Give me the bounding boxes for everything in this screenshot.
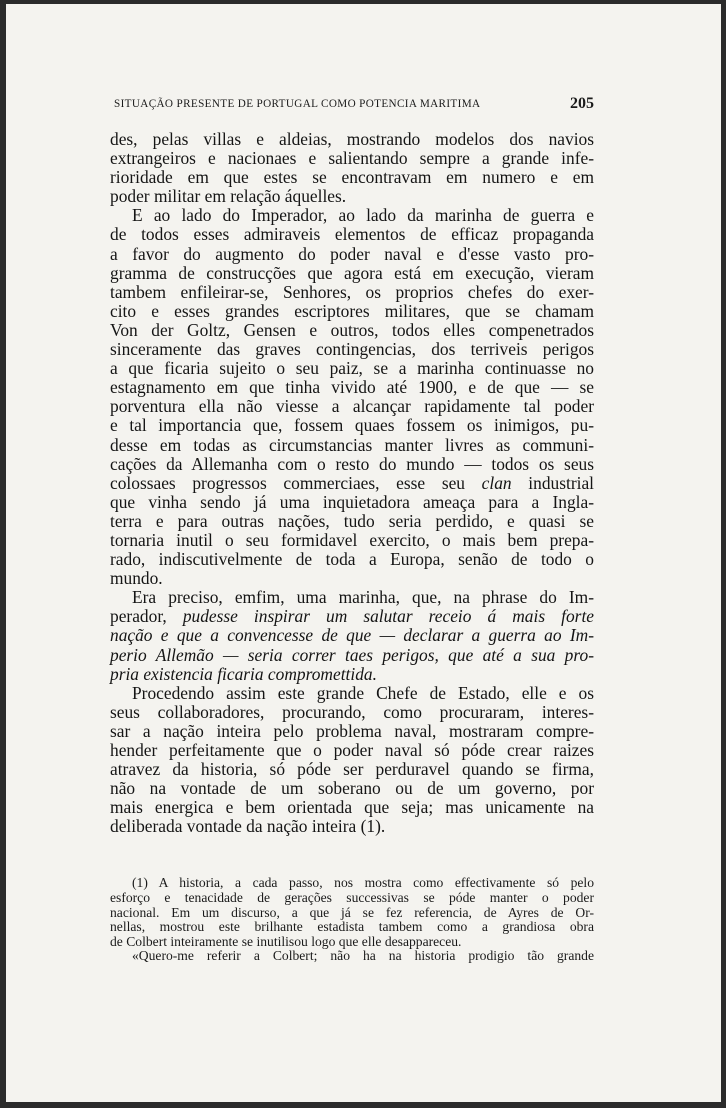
footnote-line: esforço e tenacidade de gerações successivas se póde manter o poder	[110, 890, 594, 906]
body-line: deliberada vontade da nação inteira (1).	[110, 816, 386, 837]
body-line: rioridade em que estes se encontravam em numero e em	[110, 167, 594, 188]
body-line: tambem enfileirar-se, Senhores, os proprios chefes do exer-	[110, 281, 594, 302]
page-content	[110, 96, 594, 964]
body-line-italic: pria existencia ficaria compromettida.	[110, 663, 377, 684]
body-line: E ao lado do Imperador, ao lado da marinha de guerra e	[132, 205, 594, 226]
body-line: Von der Goltz, Gensen e outros, todos elles compenetrados	[110, 319, 594, 340]
body-line: a favor do augmento do poder naval e d'esse vasto pro-	[110, 243, 594, 264]
running-head	[110, 96, 594, 116]
body-line: que vinha sendo já uma inquietadora ameaça para a Ingla-	[110, 491, 594, 512]
body-line: a que ficaria sujeito o seu paiz, se a marinha continuasse no	[110, 358, 594, 379]
body-line: mundo.	[110, 568, 163, 589]
footnote-line: (1) A historia, a cada passo, nos mostra como effectivamente só pelo	[132, 875, 594, 891]
body-line: seus collaboradores, procurando, como procuraram, interes-	[110, 701, 594, 722]
body-line-part: industrial	[511, 472, 594, 493]
body-line-mixed	[110, 607, 594, 626]
body-line: estagnamento em que tinha vivido até 1900, e de que — se	[110, 377, 594, 398]
body-line: des, pelas villas e aldeias, mostrando modelos dos navios	[110, 129, 594, 149]
body-line: não na vontade de um soberano ou de um governo, por	[110, 778, 594, 799]
body-line: tornaria inutil o seu formidavel exercito, o mais bem prepa-	[110, 529, 594, 550]
italic-quote: pudesse inspirar um salutar receio á mais forte	[182, 606, 594, 627]
body-line-italic: perio Allemão — seria correr taes perigos, que até a sua pro-	[110, 644, 594, 665]
scanned-page	[6, 4, 721, 1102]
body-line: rado, indiscutivelmente de toda a Europa, senão de todo o	[110, 549, 594, 570]
body-line: sar a nação inteira pelo problema naval, mostraram compre-	[110, 720, 594, 741]
page-number: 205	[570, 95, 594, 112]
footnote-line: «Quero-me referir a Colbert; não ha na historia prodigio tão grande	[132, 948, 594, 964]
body-line: desse em todas as circumstancias manter livres as communi-	[110, 434, 594, 455]
body-line: poder militar em relação áquelles.	[110, 186, 347, 207]
body-line: cito e esses grandes escriptores militares, que se chamam	[110, 300, 594, 321]
running-title: SITUAÇÃO PRESENTE DE PORTUGAL COMO POTENCIA MARITIMA	[114, 98, 481, 110]
body-line: e tal importancia que, fossem quaes fossem os inimigos, pu-	[110, 415, 594, 436]
body-line: terra e para outras nações, tudo seria perdido, e quasi se	[110, 510, 594, 531]
footnote-line: nacional. Em um discurso, a que já se fez referencia, de Ayres de Or-	[110, 904, 594, 920]
body-line: de todos esses admiraveis elementos de efficaz propaganda	[110, 224, 594, 245]
body-line: extrangeiros e nacionaes e salientando sempre a grande infe-	[110, 148, 594, 169]
footnotes	[110, 876, 594, 964]
footnote-line: de Colbert inteiramente se inutilisou logo que elle desappareceu.	[110, 933, 462, 949]
body-line: hender perfeitamente que o poder naval só póde crear raizes	[110, 740, 594, 760]
body-line: sinceramente das graves contingencias, dos terriveis perigos	[110, 339, 594, 360]
body-line-part: colossaes progressos commerciaes, esse seu	[110, 472, 482, 493]
body-text	[110, 130, 594, 836]
body-line: gramma de construcções que agora está em execução, vieram	[110, 262, 594, 283]
body-line: porventura ella não viesse a alcançar rapidamente tal poder	[110, 396, 594, 417]
body-line: mais energica e bem orientada que seja; mas unicamente na	[110, 797, 594, 818]
footnote-line: nellas, mostrou este brilhante estadista tambem como a grandiosa obra	[110, 919, 594, 935]
italic-term: clan	[481, 472, 512, 493]
body-line-part: perador,	[110, 606, 183, 627]
body-line-italic: nação e que a convencesse de que — declarar a guerra ao Im-	[110, 625, 594, 646]
body-line: atravez da historia, só póde ser perduravel quando se firma,	[110, 759, 594, 780]
body-line: Era preciso, emfim, uma marinha, que, na phrase do Im-	[132, 587, 594, 608]
body-line-mixed	[110, 474, 594, 493]
body-line: Procedendo assim este grande Chefe de Estado, elle e os	[132, 682, 594, 703]
body-line: cações da Allemanha com o resto do mundo — todos os seus	[110, 453, 594, 474]
